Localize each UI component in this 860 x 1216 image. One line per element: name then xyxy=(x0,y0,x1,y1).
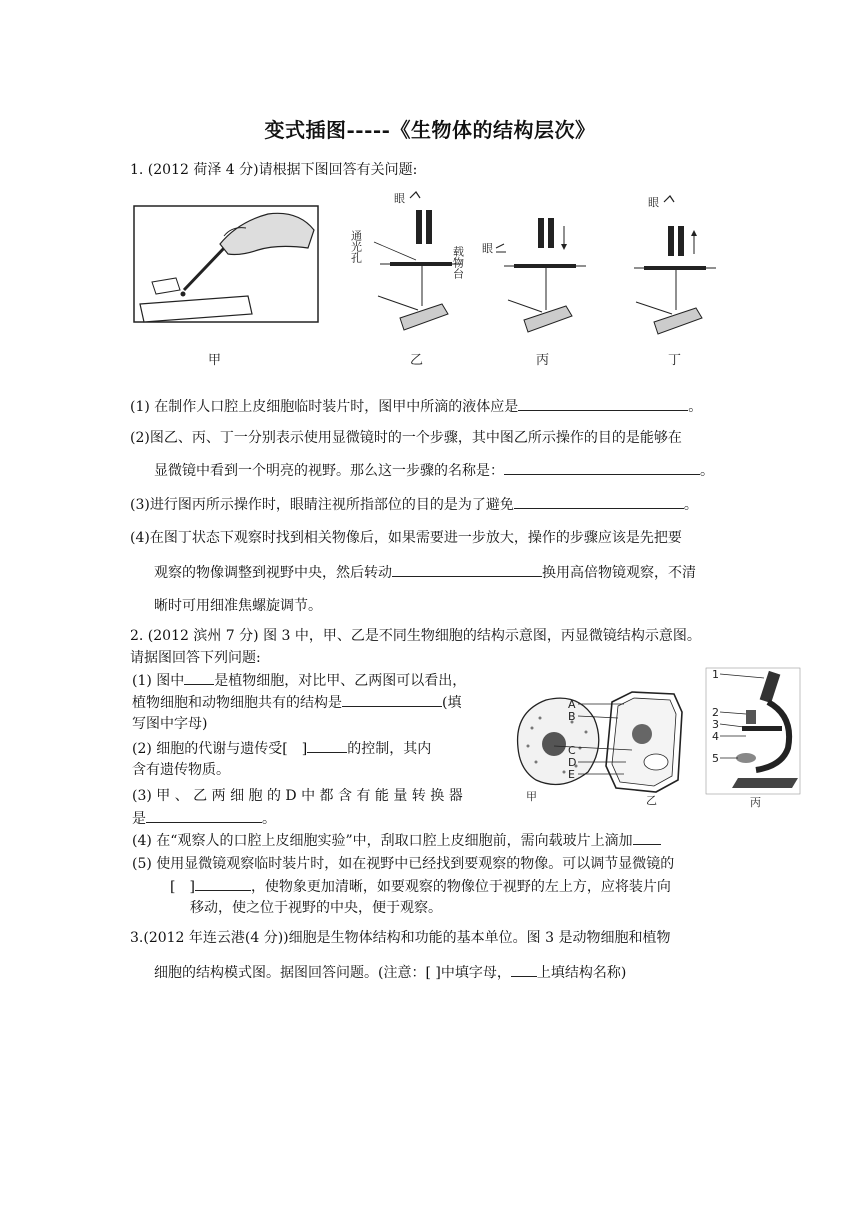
label-1: 1 xyxy=(712,668,719,681)
answer-blank[interactable] xyxy=(342,692,442,707)
answer-blank[interactable] xyxy=(307,738,347,753)
q3-line-a: 3.(2012 年连云港(4 分))细胞是生物体结构和功能的基本单位。图 3 是动物细胞和植物 xyxy=(130,930,671,946)
eye-label-1: 眼 xyxy=(394,192,405,205)
figure-bing-label: 丙 xyxy=(536,353,550,368)
answer-blank[interactable] xyxy=(504,460,700,475)
q2-part1a: (1) 图中 是植物细胞，对比甲、乙两图可以看出， xyxy=(132,670,466,691)
q2-stem-b: 请据图回答下列问题: xyxy=(130,650,261,666)
cell-jia-label: 甲 xyxy=(526,790,537,803)
tongguangkong-label: 通光孔 xyxy=(349,230,363,263)
microscope-bing-label: 丙 xyxy=(750,796,761,809)
q2-part5a: (5) 使用显微镜观察临时装片时，如在视野中已经找到要观察的物像。可以调节显微镜的 xyxy=(132,856,675,872)
answer-blank[interactable] xyxy=(146,808,262,823)
label-5: 5 xyxy=(712,752,719,765)
q2-part4: (4) 在“观察人的口腔上皮细胞实验”中，刮取口腔上皮细胞前，需向载玻片上滴加 xyxy=(132,830,661,851)
answer-blank[interactable] xyxy=(514,494,684,509)
answer-blank[interactable] xyxy=(633,830,661,845)
q1-part1: (1) 在制作人口腔上皮细胞临时装片时，图甲中所滴的液体应是 。 xyxy=(130,396,702,417)
cell-yi-label: 乙 xyxy=(646,794,657,807)
page-title: 变式插图-----《生物体的结构层次》 xyxy=(264,118,596,142)
q1-stem: 1. (2012 荷泽 4 分)请根据下图回答有关问题: xyxy=(130,162,418,178)
label-3: 3 xyxy=(712,718,719,731)
q2-stem-a: 2. (2012 滨州 7 分) 图 3 中，甲、乙是不同生物细胞的结构示意图，丙显微镜结构示意图。 xyxy=(130,628,701,644)
label-4: 4 xyxy=(712,730,719,743)
q1-part4b: 观察的物像调整到视野中央，然后转动 换用高倍物镜观察，不清 xyxy=(154,562,696,583)
label-A: A xyxy=(568,698,576,711)
figure-ding-label: 丁 xyxy=(668,353,682,368)
answer-blank[interactable] xyxy=(184,670,214,685)
label-D: D xyxy=(568,756,577,769)
q2-part5b: [ ] ，使物象更加清晰，如要观察的物像位于视野的左上方，应将装片向 xyxy=(170,876,671,897)
label-2: 2 xyxy=(712,706,719,719)
q2-figure xyxy=(506,662,802,810)
zaiwutai-label: 载物台 xyxy=(451,246,465,279)
q2-part2a: (2) 细胞的代谢与遗传受[ ] 的控制，其内 xyxy=(132,738,431,759)
eye-label-2: 眼 xyxy=(482,242,493,255)
q1-part4a: (4)在图丁状态下观察时找到相关物像后，如果需要进一步放大，操作的步骤应该是先把要 xyxy=(130,530,682,546)
q1-part3: (3)进行图丙所示操作时，眼睛注视所指部位的目的是为了避免 。 xyxy=(130,494,698,515)
q1-part2a: (2)图乙、丙、丁一分别表示使用显微镜时的一个步骤，其中图乙所示操作的目的是能够在 xyxy=(130,430,682,446)
q1-figure xyxy=(128,186,728,380)
figure-yi-label: 乙 xyxy=(410,353,424,368)
answer-blank[interactable] xyxy=(392,562,542,577)
q2-part1b: 植物细胞和动物细胞共有的结构是 (填 xyxy=(132,692,461,713)
q2-part1c: 写图中字母) xyxy=(132,716,208,732)
answer-blank[interactable] xyxy=(518,396,688,411)
answer-blank[interactable] xyxy=(195,876,251,891)
q2-part3b: 是 。 xyxy=(132,808,276,829)
eye-label-3: 眼 xyxy=(648,196,659,209)
q1-part2b: 显微镜中看到一个明亮的视野。那么这一步骤的名称是： 。 xyxy=(154,460,714,481)
q2-part3a: (3) 甲 、 乙 两 细 胞 的 D 中 都 含 有 能 量 转 换 器 xyxy=(132,788,463,804)
q2-part2b: 含有遗传物质。 xyxy=(132,762,230,778)
figure-jia-label: 甲 xyxy=(208,353,222,368)
label-C: C xyxy=(568,744,576,757)
label-B: B xyxy=(568,710,576,723)
q1-part4c: 晰时可用细准焦螺旋调节。 xyxy=(154,598,322,614)
label-E: E xyxy=(568,768,575,781)
q3-line-b: 细胞的结构模式图。据图回答问题。(注意：[ ]中填字母， 上填结构名称) xyxy=(154,962,626,983)
q2-part5c: 移动，使之位于视野的中央，便于观察。 xyxy=(190,900,442,916)
answer-blank[interactable] xyxy=(511,962,537,977)
